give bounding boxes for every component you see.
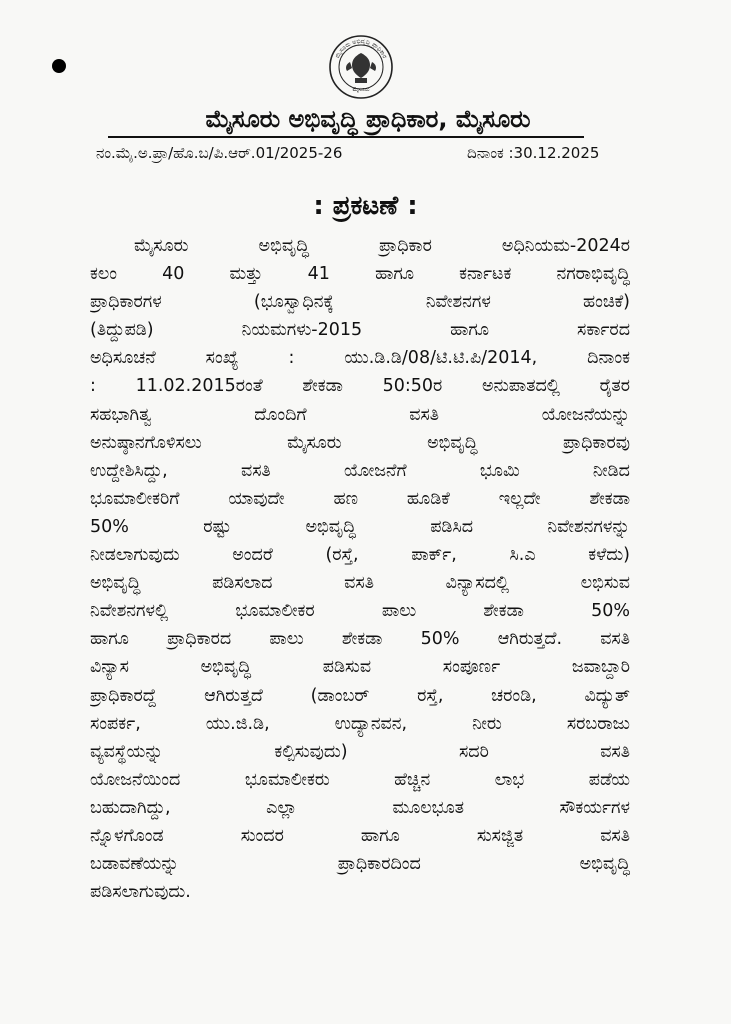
body-line: ವ್ಯವಸ್ಥೆಯನ್ನು ಕಲ್ಪಿಸುವುದು) ಸದರಿ ವಸತಿ <box>90 741 630 762</box>
body-line: ವಿನ್ಯಾಸ ಅಭಿವೃದ್ಧಿ ಪಡಿಸುವ ಸಂಪೂರ್ಣ ಜವಾಬ್ದಾರಿ <box>90 657 630 678</box>
body-line: ಹಾಗೂ ಪ್ರಾಧಿಕಾರದ ಪಾಲು ಶೇಕಡಾ 50% ಆಗಿರುತ್ತದೆ. ವಸತಿ <box>90 629 630 650</box>
seal-bottom-text: ಮೈಸೂರು <box>352 87 370 93</box>
body-line: ನೀಡಲಾಗುವುದು ಅಂದರೆ (ರಸ್ತೆ, ಪಾರ್ಕ್, ಸಿ.ಎ ಕಳೆದು) <box>90 545 630 566</box>
body-line: ಯೋಜನೆಯಿಂದ ಭೂಮಾಲೀಕರು ಹೆಚ್ಚಿನ ಲಾಭ ಪಡೆಯ <box>90 769 630 790</box>
body-line: ಬಹುದಾಗಿದ್ದು, ಎಲ್ಲಾ ಮೂಲಭೂತ ಸೌಕರ್ಯಗಳ <box>90 797 630 818</box>
notice-date: ದಿನಾಂಕ :30.12.2025 <box>467 144 600 162</box>
emblem-seal-icon <box>328 34 394 100</box>
reference-number: ನಂ.ಮೈ.ಅ.ಪ್ರಾ/ಹೊ.ಬ/ಪಿ.ಆರ್.01/2025-26 <box>96 144 343 162</box>
punch-hole-mark <box>52 59 66 73</box>
body-line: ಪಡಿಸಲಾಗುವುದು. <box>90 882 191 903</box>
body-line: ಪ್ರಾಧಿಕಾರದ್ದೆ ಆಗಿರುತ್ತದೆ (ಡಾಂಬರ್ ರಸ್ತೆ, ಚರಂಡಿ, ವಿದ್ಯುತ್ <box>90 685 630 706</box>
body-line: ಸಹಭಾಗಿತ್ವ ದೊಂದಿಗೆ ವಸತಿ ಯೋಜನೆಯನ್ನು <box>90 404 630 425</box>
body-line: ಮೈಸೂರು ಅಭಿವೃದ್ಧಿ ಪ್ರಾಧಿಕಾರ ಅಧಿನಿಯಮ-2024ರ <box>134 236 630 256</box>
body-line: ಅಭಿವೃದ್ಧಿ ಪಡಿಸಲಾದ ವಸತಿ ವಿನ್ಯಾಸದಲ್ಲಿ ಲಭಿಸುವ <box>90 573 630 594</box>
body-line: ಕಲಂ 40 ಮತ್ತು 41 ಹಾಗೂ ಕರ್ನಾಟಕ ನಗರಾಭಿವೃದ್ಧಿ <box>90 264 630 285</box>
body-line: ನ್ನೊಳಗೊಂಡ ಸುಂದರ ಹಾಗೂ ಸುಸಜ್ಜಿತ ವಸತಿ <box>90 825 630 846</box>
seal-top-text: ಮೈಸೂರು ಅಭಿವೃದ್ಧಿ ಪ್ರಾಧಿಕಾರ <box>333 37 389 60</box>
organization-title: ಮೈಸೂರು ಅಭಿವೃದ್ಧಿ ಪ್ರಾಧಿಕಾರ, ಮೈಸೂರು <box>205 105 531 133</box>
body-line: (ತಿದ್ದುಪಡಿ) ನಿಯಮಗಳು-2015 ಹಾಗೂ ಸರ್ಕಾರದ <box>90 320 630 341</box>
body-line: ಅಧಿಸೂಚನೆ ಸಂಖ್ಯೆ : ಯು.ಡಿ.ಡಿ/08/ಟಿ.ಟಿ.ಪಿ/2014, ದಿನಾಂಕ <box>90 348 630 369</box>
body-line: ಪ್ರಾಧಿಕಾರಗಳ (ಭೂಸ್ವಾಧಿನಕ್ಕೆ ನಿವೇಶನಗಳ ಹಂಚಿಕೆ) <box>90 292 630 313</box>
body-line: 50% ರಷ್ಟು ಅಭಿವೃದ್ಧಿ ಪಡಿಸಿದ ನಿವೇಶನಗಳನ್ನು <box>90 516 630 537</box>
title-underline <box>108 136 584 138</box>
notice-body <box>90 232 630 906</box>
body-line: ಬಡಾವಣೆಯನ್ನು ಪ್ರಾಧಿಕಾರದಿಂದ ಅಭಿವೃದ್ಧಿ <box>90 854 630 875</box>
body-line: ಉದ್ದೇಶಿಸಿದ್ದು, ವಸತಿ ಯೋಜನೆಗೆ ಭೂಮಿ ನೀಡಿದ <box>90 460 630 481</box>
body-line: ಸಂಪರ್ಕ, ಯು.ಜಿ.ಡಿ, ಉದ್ಯಾನವನ, ನೀರು ಸರಬರಾಜು <box>90 713 630 734</box>
seal-graphic <box>328 34 394 100</box>
notice-heading: : ಪ್ರಕಟಣೆ : <box>313 191 418 221</box>
body-line: : 11.02.2015ರಂತೆ ಶೇಕಡಾ 50:50ರ ಅನುಪಾತದಲ್ಲಿ ರೈತರ <box>90 376 630 397</box>
body-line: ನಿವೇಶನಗಳಲ್ಲಿ ಭೂಮಾಲೀಕರ ಪಾಲು ಶೇಕಡಾ 50% <box>90 601 630 622</box>
body-line: ಭೂಮಾಲೀಕರಿಗೆ ಯಾವುದೇ ಹಣ ಹೂಡಿಕೆ ಇಲ್ಲದೇ ಶೇಕಡಾ <box>90 488 630 509</box>
body-line: ಅನುಷ್ಠಾನಗೊಳಿಸಲು ಮೈಸೂರು ಅಭಿವೃದ್ಧಿ ಪ್ರಾಧಿಕಾರವು <box>90 432 630 453</box>
